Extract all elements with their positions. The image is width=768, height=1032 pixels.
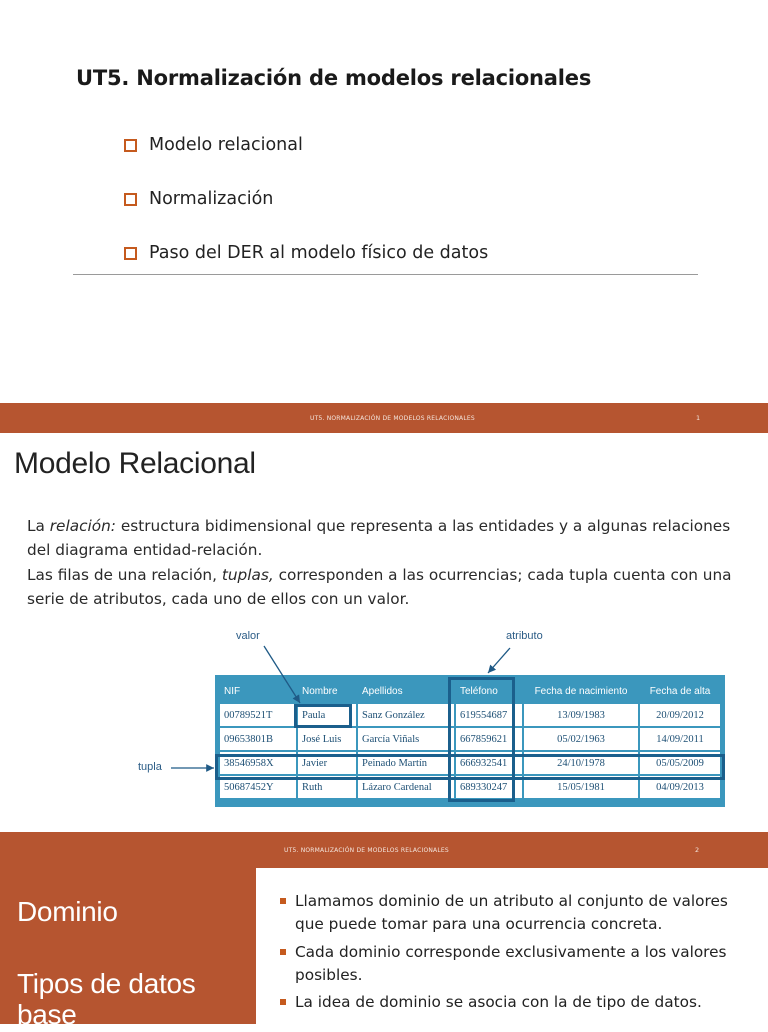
slide-number: 1 bbox=[696, 414, 701, 422]
cell-nif: 00789521T bbox=[220, 704, 296, 726]
cell-fecha-alta: 14/09/2011 bbox=[640, 728, 720, 750]
bullet-line: posibles. bbox=[295, 965, 363, 984]
table-row bbox=[220, 776, 720, 798]
cell-telefono: 666932541 bbox=[456, 752, 522, 774]
paragraph-line: del diagrama entidad-relación. bbox=[27, 541, 263, 560]
slide-1 bbox=[0, 0, 768, 403]
bullet-line: Llamamos dominio de un atributo al conjunto de valores bbox=[295, 892, 728, 910]
cell-fecha-nacimiento: 24/10/1978 bbox=[524, 752, 638, 774]
annotation-valor: valor bbox=[236, 630, 260, 642]
bullet-line: que puede tomar para una ocurrencia concreta. bbox=[295, 914, 663, 933]
cell-fecha-alta: 05/05/2009 bbox=[640, 752, 720, 774]
cell-nombre: José Luis bbox=[298, 728, 356, 750]
sidebar-title-tipos: Tipos de datos bbox=[17, 968, 196, 999]
col-header-telefono: Teléfono bbox=[456, 680, 522, 702]
list-item-label: Paso del DER al modelo físico de datos bbox=[149, 243, 489, 263]
annotation-tupla: tupla bbox=[138, 761, 162, 773]
cell-nombre: Ruth bbox=[298, 776, 356, 798]
slide-number: 2 bbox=[695, 846, 700, 854]
paragraph-line: La relación: estructura bidimensional que representa a las entidades y a algunas relaciones bbox=[27, 517, 731, 535]
list-item-modelo-relacional bbox=[124, 135, 303, 155]
cell-fecha-nacimiento: 05/02/1963 bbox=[524, 728, 638, 750]
cell-telefono: 689330247 bbox=[456, 776, 522, 798]
cell-apellidos: Peinado Martín bbox=[358, 752, 454, 774]
cell-nombre: Paula bbox=[298, 704, 356, 726]
paragraph-line: Las filas de una relación, tuplas, corresponden a las ocurrencias; cada tupla cuenta con una bbox=[27, 565, 732, 584]
col-header-apellidos: Apellidos bbox=[358, 680, 454, 702]
cell-nif: 50687452Y bbox=[220, 776, 296, 798]
list-item-normalizacion bbox=[124, 189, 273, 209]
bullet-line: Cada dominio corresponde exclusivamente a los valores bbox=[295, 943, 727, 961]
bullet-square-icon bbox=[280, 898, 286, 904]
cell-fecha-alta: 20/09/2012 bbox=[640, 704, 720, 726]
sidebar-title-dominio: Dominio bbox=[17, 896, 118, 927]
relation-table-frame bbox=[215, 675, 725, 807]
cell-nif: 38546958X bbox=[220, 752, 296, 774]
list-item-label: Normalización bbox=[149, 189, 274, 209]
divider bbox=[73, 274, 698, 275]
paragraph-line: serie de atributos, cada uno de ellos con un valor. bbox=[27, 589, 410, 608]
col-header-fecha-alta: Fecha de alta bbox=[640, 680, 720, 702]
table-row bbox=[220, 704, 720, 726]
bullet-line: La idea de dominio se asocia con la de tipo de datos. bbox=[295, 993, 702, 1011]
footer-title: UT5. NORMALIZACIÓN DE MODELOS RELACIONALES bbox=[310, 414, 475, 422]
relation-table bbox=[218, 678, 722, 800]
footer-title: UT5. NORMALIZACIÓN DE MODELOS RELACIONALES bbox=[284, 846, 449, 854]
col-header-fecha-nacimiento: Fecha de nacimiento bbox=[524, 680, 638, 702]
slide-2-title: Modelo Relacional bbox=[14, 447, 256, 480]
table-header-row bbox=[220, 680, 720, 702]
cell-apellidos: Sanz González bbox=[358, 704, 454, 726]
list-item-paso-der bbox=[124, 243, 488, 263]
sidebar-title-base: base bbox=[17, 999, 77, 1030]
cell-fecha-nacimiento: 13/09/1983 bbox=[524, 704, 638, 726]
cell-nif: 09653801B bbox=[220, 728, 296, 750]
checkbox-bullet-icon bbox=[124, 247, 137, 260]
col-header-nombre: Nombre bbox=[298, 680, 356, 702]
annotation-atributo: atributo bbox=[506, 630, 543, 642]
cell-apellidos: García Viñals bbox=[358, 728, 454, 750]
cell-fecha-alta: 04/09/2013 bbox=[640, 776, 720, 798]
table-row bbox=[220, 728, 720, 750]
cell-telefono: 619554687 bbox=[456, 704, 522, 726]
table-row bbox=[220, 752, 720, 774]
arrow-atributo bbox=[488, 648, 510, 673]
slide-2-paragraph bbox=[27, 514, 747, 611]
slide-footer-bar bbox=[0, 832, 768, 868]
slide-1-title: UT5. Normalización de modelos relacionales bbox=[76, 66, 592, 90]
slide-3-sidebar bbox=[0, 868, 256, 1030]
bullet-square-icon bbox=[280, 999, 286, 1005]
cell-apellidos: Lázaro Cardenal bbox=[358, 776, 454, 798]
cell-nombre: Javier bbox=[298, 752, 356, 774]
cell-fecha-nacimiento: 15/05/1981 bbox=[524, 776, 638, 798]
list-item-label: Modelo relacional bbox=[149, 135, 303, 155]
checkbox-bullet-icon bbox=[124, 193, 137, 206]
col-header-nif: NIF bbox=[220, 680, 296, 702]
slide-footer-bar bbox=[0, 403, 768, 433]
bullet-square-icon bbox=[280, 949, 286, 955]
checkbox-bullet-icon bbox=[124, 139, 137, 152]
cell-telefono: 667859621 bbox=[456, 728, 522, 750]
